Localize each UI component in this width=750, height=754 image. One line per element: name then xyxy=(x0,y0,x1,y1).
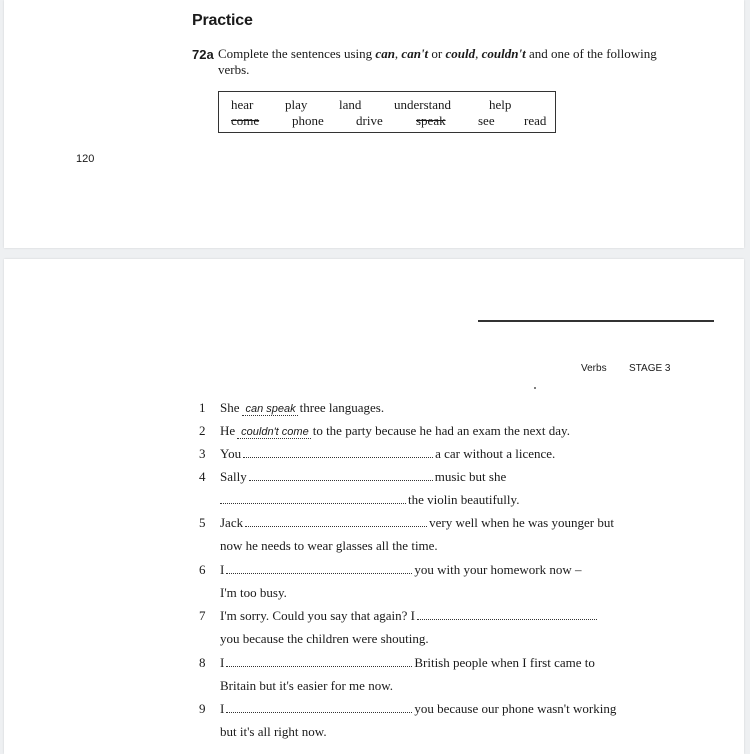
verb-item: phone xyxy=(292,113,324,128)
verb-item: help xyxy=(489,97,512,112)
verb-item-struck: speak xyxy=(416,113,446,128)
exercise-line: Jack very well when he was younger but xyxy=(220,515,614,530)
exercise-line: I you with your homework now – xyxy=(220,562,582,577)
exercise-line: I'm sorry. Could you say that again? I xyxy=(220,608,599,624)
answer-blank[interactable] xyxy=(226,702,412,713)
answer-fill: can speak xyxy=(242,403,298,416)
verb-item: land xyxy=(339,97,362,112)
item-number: 7 xyxy=(199,608,206,623)
verb-item: read xyxy=(524,113,547,128)
verb-item: understand xyxy=(394,97,452,112)
item-number: 4 xyxy=(199,469,206,484)
item-number: 5 xyxy=(199,515,206,530)
top-page xyxy=(4,0,744,248)
answer-blank[interactable] xyxy=(417,609,597,620)
exercise-instruction: Complete the sentences using can, can't or could, couldn't and one of the following verbs. xyxy=(218,46,657,77)
answer-blank[interactable] xyxy=(226,656,412,667)
exercise-line: He couldn't come to the party because he had an exam the next day. xyxy=(220,423,570,438)
verb-box xyxy=(218,91,556,133)
answer-fill: couldn't come xyxy=(237,426,311,439)
running-head-section: Verbs xyxy=(581,363,607,374)
item-number: 2 xyxy=(199,423,206,438)
page-number: 120 xyxy=(76,153,95,165)
item-number: 1 xyxy=(199,400,206,415)
exercise-line-cont: I'm too busy. xyxy=(220,585,287,600)
item-number: 3 xyxy=(199,446,206,461)
verb-item: play xyxy=(285,97,308,112)
answer-blank[interactable] xyxy=(220,493,406,504)
exercise-line: You a car without a licence. xyxy=(220,446,556,461)
verb-item: hear xyxy=(231,97,254,112)
exercise-line-cont: now he needs to wear glasses all the time. xyxy=(220,538,438,553)
section-heading: Practice xyxy=(192,12,253,29)
exercise-line: I British people when I first came to xyxy=(220,655,595,670)
exercise-number: 72a xyxy=(192,47,214,62)
exercise-line: She can speak three languages. xyxy=(220,400,385,415)
exercise-line-cont: but it's all right now. xyxy=(220,724,327,739)
bottom-page xyxy=(4,259,744,754)
running-head-stage: STAGE 3 xyxy=(629,363,671,374)
answer-blank[interactable] xyxy=(245,516,427,527)
item-number: 6 xyxy=(199,562,206,577)
exercise-line-cont: the violin beautifully. xyxy=(220,492,519,508)
exercise-line: Sally music but she xyxy=(220,469,507,484)
answer-blank[interactable] xyxy=(249,470,433,481)
answer-blank[interactable] xyxy=(226,563,412,574)
verb-item: drive xyxy=(356,113,383,128)
answer-blank[interactable] xyxy=(243,447,433,458)
exercise-line-cont: Britain but it's easier for me now. xyxy=(220,678,393,693)
item-number: 8 xyxy=(199,655,206,670)
exercise-line: I you because our phone wasn't working xyxy=(220,701,617,716)
speck xyxy=(534,387,536,389)
verb-item-struck: come xyxy=(231,113,260,128)
verb-item: see xyxy=(478,113,495,128)
item-number: 9 xyxy=(199,701,206,716)
exercise-line-cont: you because the children were shouting. xyxy=(220,631,429,646)
header-rule xyxy=(478,320,714,322)
